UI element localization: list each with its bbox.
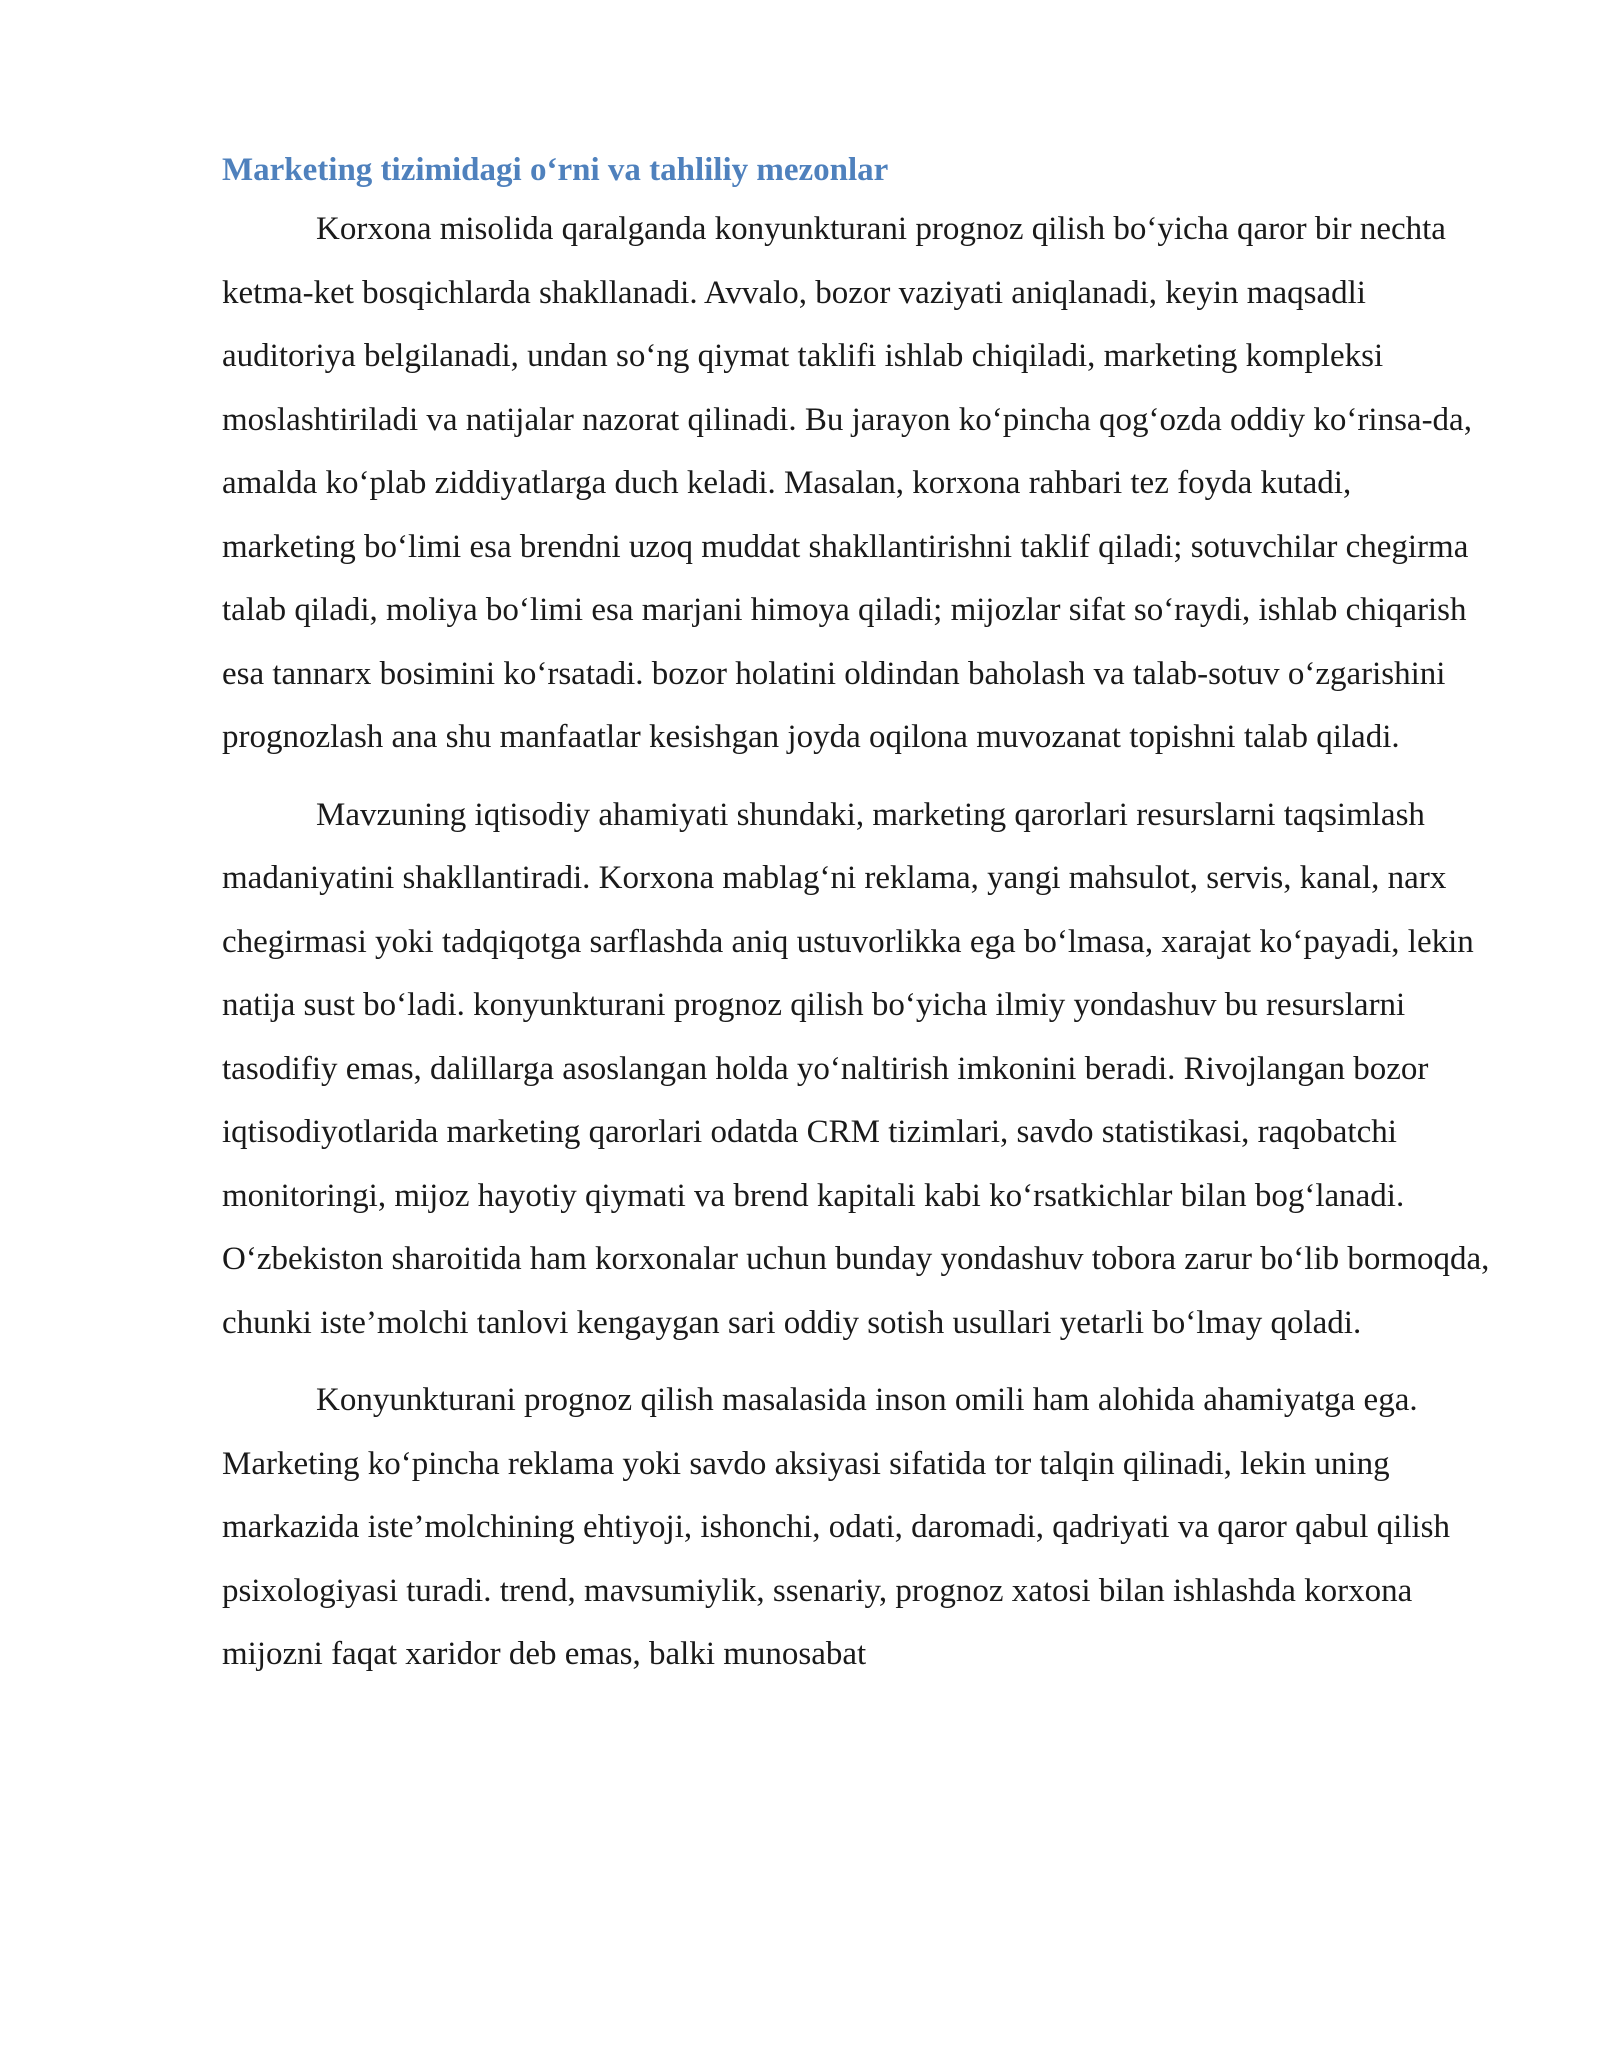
- paragraph-2: Mavzuning iqtisodiy ahamiyati shundaki, marketing qarorlari resurslarni taqsimlash madaniyatini shakllantiradi. Korxona mablag‘ni reklama, yangi mahsulot, servis, kanal, narx chegirmasi yoki tadqiqotga sarflashda aniq ustuvorlikka ega bo‘lmasa, xarajat ko‘payadi, lekin natija sust bo‘ladi. konyunkturani prognoz qilish bo‘yicha ilmiy yondashuv bu resurslarni tasodifiy emas, dalillarga asoslangan holda yo‘naltirish imkonini beradi. Rivojlangan bozor iqtisodiyotlarida marketing qarorlari odatda CRM tizimlari, savdo statistikasi, raqobatchi monitoringi, mijoz hayotiy qiymati va brend kapitali kabi ko‘rsatkichlar bilan bog‘lanadi. O‘zbekiston sharoitida ham korxonalar uchun bunday yondashuv tobora zarur bo‘lib bormoqda, chunki iste’molchi tanlovi kengaygan sari oddiy sotish usullari yetarli bo‘lmay qoladi.: [222, 796, 1490, 1341]
- section-heading: Marketing tizimidagi o‘rni va tahliliy mezonlar: [222, 152, 889, 188]
- paragraph-1: Korxona misolida qaralganda konyunkturani prognoz qilish bo‘yicha qaror bir nechta ketma-ket bosqichlarda shakllanadi. Avvalo, bozor vaziyati aniqlanadi, keyin maqsadli auditoriya belgilanadi, undan so‘ng qiymat taklifi ishlab chiqiladi, marketing kompleksi moslashtiriladi va natijalar nazorat qilinadi. Bu jarayon ko‘pincha qog‘ozda oddiy ko‘rinsa-da, amalda ko‘plab ziddiyatlarga duch keladi. Masalan, korxona rahbari tez foyda kutadi, marketing bo‘limi esa brendni uzoq muddat shakllantirishni taklif qiladi; sotuvchilar chegirma talab qiladi, moliya bo‘limi esa marjani himoya qiladi; mijozlar sifat so‘raydi, ishlab chiqarish esa tannarx bosimini ko‘rsatadi. bozor holatini oldindan baholash va talab-sotuv o‘zgarishini prognozlash ana shu manfaatlar kesishgan joyda oqilona muvozanat topishni talab qiladi.: [222, 211, 1472, 755]
- paragraph-3: Konyunkturani prognoz qilish masalasida inson omili ham alohida ahamiyatga ega. Marketing ko‘pincha reklama yoki savdo aksiyasi sifatida tor talqin qilinadi, lekin uning markazida iste’molchining ehtiyoji, ishonchi, odati, daromadi, qadriyati va qaror qabul qilish psixologiyasi turadi. trend, mavsumiylik, ssenariy, prognoz xatosi bilan ishlashda korxona mijozni faqat xaridor deb emas, balki munosabat: [222, 1382, 1451, 1672]
- document-body: [222, 148, 1492, 1687]
